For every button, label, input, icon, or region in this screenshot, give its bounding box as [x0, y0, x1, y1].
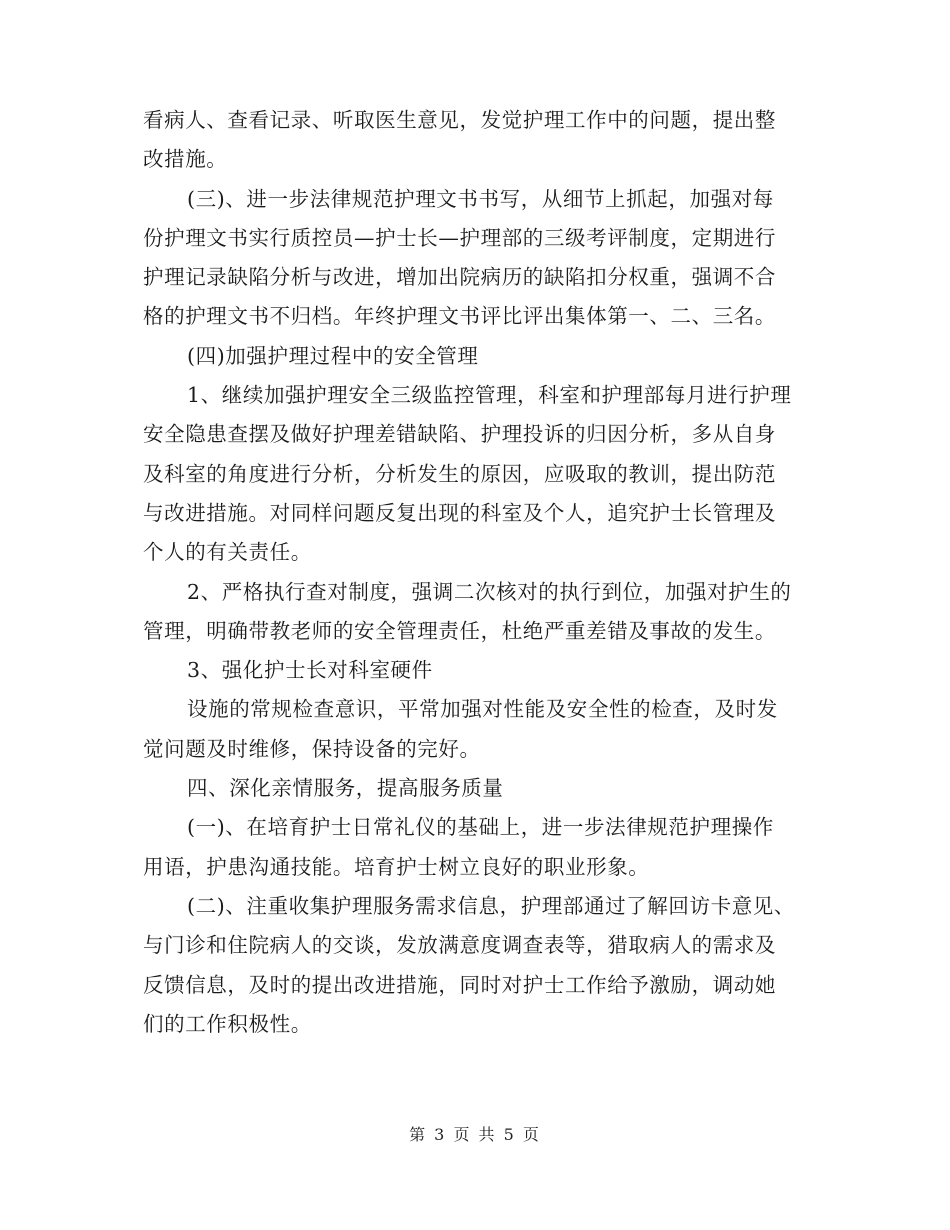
text-line: 与改进措施。对同样问题反复出现的科室及个人，追究护士长管理及 [143, 500, 776, 525]
text-line: 设施的常规检查意识，平常加强对性能及安全性的检查，及时发 [187, 697, 778, 722]
text-line: 2、严格执行查对制度，强调二次核对的执行到位，加强对护生的 [187, 579, 792, 604]
text-line: 改措施。 [143, 147, 228, 172]
text-line: 及科室的角度进行分析，分析发生的原因，应吸取的教训，提出防范 [143, 461, 776, 486]
text-line: 个人的有关责任。 [143, 540, 312, 565]
text-line: 与门诊和住院病人的交谈，发放满意度调查表等，猎取病人的需求及 [143, 933, 776, 958]
text-line: 1、继续加强护理安全三级监控管理，科室和护理部每月进行护理 [187, 383, 792, 408]
text-line: 格的护理文书不归档。年终护理文书评比评出集体第一、二、三名。 [143, 304, 776, 329]
text-line: (一)、在培育护士日常礼仪的基础上，进一步法律规范护理操作 [187, 815, 774, 840]
text-line: 用语，护患沟通技能。培育护士树立良好的职业形象。 [143, 854, 650, 879]
text-line: 觉问题及时维修，保持设备的完好。 [143, 736, 481, 761]
text-line: 份护理文书实行质控员—护士长—护理部的三级考评制度，定期进行 [143, 225, 776, 250]
text-line: 们的工作积极性。 [143, 1011, 312, 1036]
document-body [143, 101, 815, 1044]
text-line: 看病人、查看记录、听取医生意见，发觉护理工作中的问题，提出整 [143, 108, 776, 132]
section-heading: 四、深化亲情服务，提高服务质量 [187, 776, 504, 801]
section-heading: (四)加强护理过程中的安全管理 [187, 343, 479, 368]
text-line: 护理记录缺陷分析与改进，增加出院病历的缺陷扣分权重，强调不合 [143, 265, 776, 290]
text-line: (二)、注重收集护理服务需求信息，护理部通过了解回访卡意见、 [187, 893, 795, 918]
page-number-footer: 第 3 页 共 5 页 [409, 1125, 541, 1144]
text-line: 管理，明确带教老师的安全管理责任，杜绝严重差错及事故的发生。 [143, 618, 776, 643]
text-line: 安全隐患查摆及做好护理差错缺陷、护理投诉的归因分析，多从自身 [143, 422, 776, 447]
text-line: 3、强化护士长对科室硬件 [187, 658, 433, 683]
text-line: (三)、进一步法律规范护理文书书写，从细节上抓起，加强对每 [187, 186, 774, 211]
text-line: 反馈信息，及时的提出改进措施，同时对护士工作给予激励，调动她 [143, 972, 776, 997]
